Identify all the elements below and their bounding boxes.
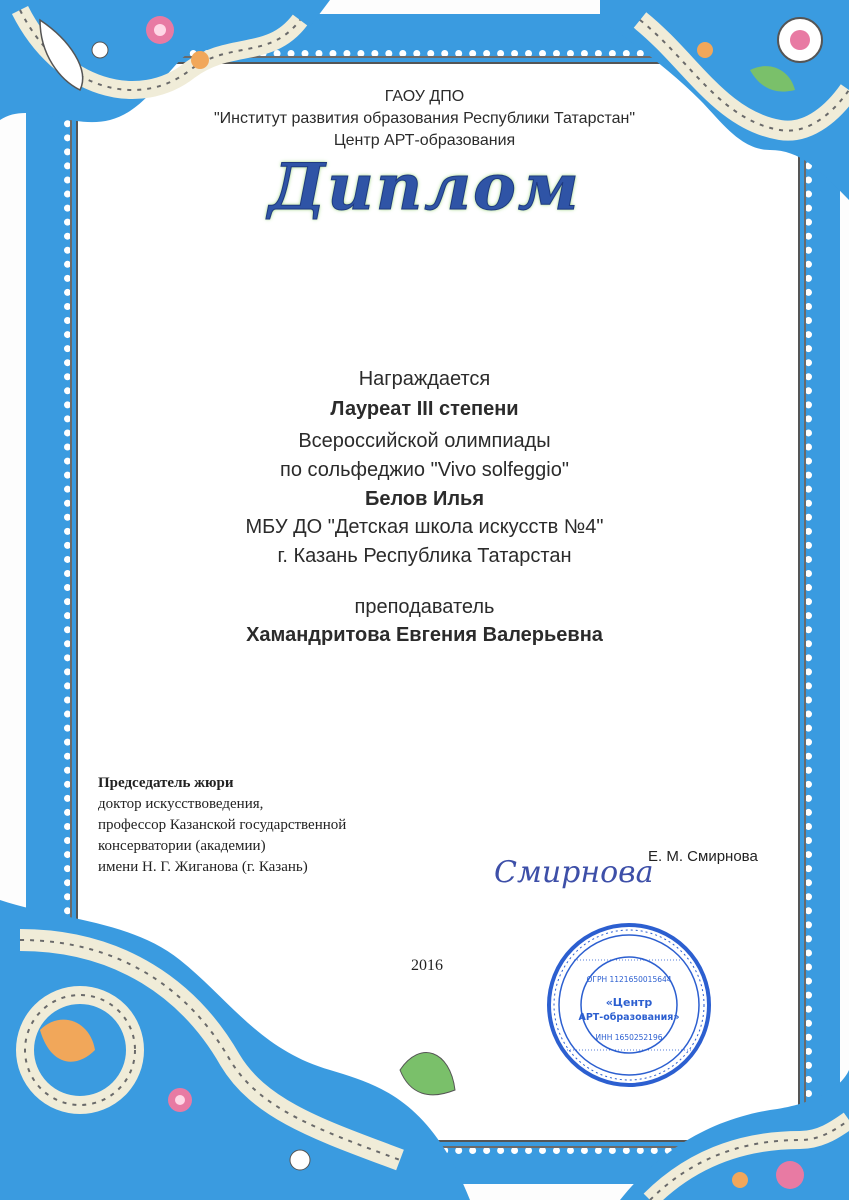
jury-line-4: имени Н. Г. Жиганова (г. Казань) bbox=[98, 859, 308, 875]
diploma-title: Диплом bbox=[268, 150, 581, 225]
title-wrap bbox=[0, 150, 849, 225]
teacher-label: преподаватель bbox=[354, 596, 495, 618]
event-line-1: Всероссийской олимпиады bbox=[298, 430, 551, 452]
stamp-seal bbox=[544, 920, 714, 1090]
jury-line-3: консерватории (академии) bbox=[98, 838, 266, 854]
jury-head: Председатель жюри bbox=[98, 775, 234, 791]
org-line-3: Центр АРТ-образования bbox=[333, 132, 516, 149]
degree: Лауреат III степени bbox=[330, 398, 519, 420]
svg-text:Смирнова: Смирнова bbox=[494, 855, 654, 890]
school-name: МБУ ДО "Детская школа искусств №4" bbox=[245, 516, 604, 538]
org-line-1: ГАОУ ДПО bbox=[384, 88, 465, 105]
signature bbox=[490, 846, 654, 896]
location: г. Казань Республика Татарстан bbox=[277, 545, 572, 567]
recipient-name: Белов Илья bbox=[364, 488, 485, 510]
jury-block bbox=[98, 773, 418, 878]
jury-line-1: доктор искусствоведения, bbox=[98, 796, 264, 812]
awarded-label: Награждается bbox=[358, 368, 491, 390]
year: 2016 bbox=[411, 957, 443, 974]
org-line-2: "Институт развития образования Республики Татарстан" bbox=[213, 110, 636, 127]
svg-text:АРТ-образования»: АРТ-образования» bbox=[578, 1012, 680, 1023]
svg-text:«Центр: «Центр bbox=[605, 996, 653, 1009]
event-line-2: по сольфеджио "Vivo solfeggio" bbox=[280, 459, 569, 481]
signer-name: Е. М. Смирнова bbox=[648, 848, 758, 865]
svg-text:ОГРН 1121650015644: ОГРН 1121650015644 bbox=[586, 975, 672, 984]
jury-line-2: профессор Казанской государственной bbox=[98, 817, 347, 833]
teacher-name: Хамандритова Евгения Валерьевна bbox=[246, 624, 603, 646]
svg-text:ИНН 1650252196: ИНН 1650252196 bbox=[595, 1033, 663, 1042]
ornament-bottom-left-icon bbox=[0, 900, 470, 1200]
